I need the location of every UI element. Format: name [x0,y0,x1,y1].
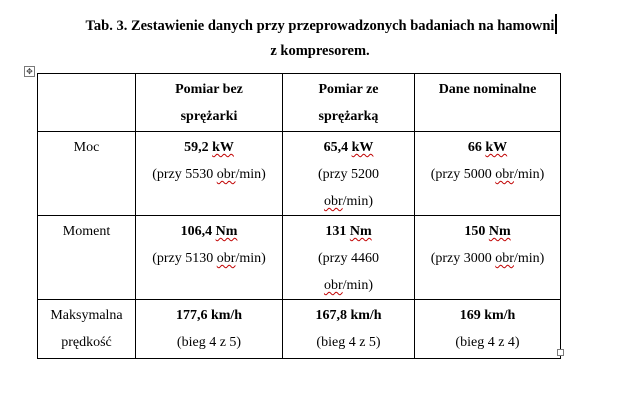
header-cell-nominal[interactable]: Dane nominalne [415,74,561,132]
text-cursor [555,14,557,34]
table-cell[interactable]: 167,8 km/h (bieg 4 z 5) [283,300,415,359]
table-cell[interactable]: 150 Nm (przy 3000 obr/min) [415,216,561,300]
header-cell-empty[interactable] [38,74,136,132]
move-arrows-icon[interactable]: ✥ [24,66,35,77]
resize-square-icon[interactable] [557,349,564,356]
table-cell[interactable]: 65,4 kW (przy 5200 obr/min) [283,132,415,216]
table-cell[interactable]: 66 kW (przy 5000 obr/min) [415,132,561,216]
table-caption [60,14,580,64]
row-label-max-speed[interactable]: Maksymalna prędkość [38,300,136,359]
data-table [37,73,561,359]
caption-line-2: z kompresorem. [270,43,370,59]
table-cell[interactable]: 177,6 km/h (bieg 4 z 5) [136,300,283,359]
row-label-power[interactable]: Moc [38,132,136,216]
table-row [38,300,561,359]
header-cell-without-compressor[interactable]: Pomiar bez sprężarki [136,74,283,132]
row-label-torque[interactable]: Moment [38,216,136,300]
header-row [38,74,561,132]
table-cell[interactable]: 131 Nm (przy 4460 obr/min) [283,216,415,300]
table-row [38,216,561,300]
caption-line-1: Tab. 3. Zestawienie danych przy przeprowadzonych badaniach na hamowni [85,18,555,34]
header-cell-with-compressor[interactable]: Pomiar ze sprężarką [283,74,415,132]
table-cell[interactable]: 59,2 kW (przy 5530 obr/min) [136,132,283,216]
table-row [38,132,561,216]
table-cell[interactable]: 106,4 Nm (przy 5130 obr/min) [136,216,283,300]
table-cell[interactable]: 169 km/h (bieg 4 z 4) [415,300,561,359]
